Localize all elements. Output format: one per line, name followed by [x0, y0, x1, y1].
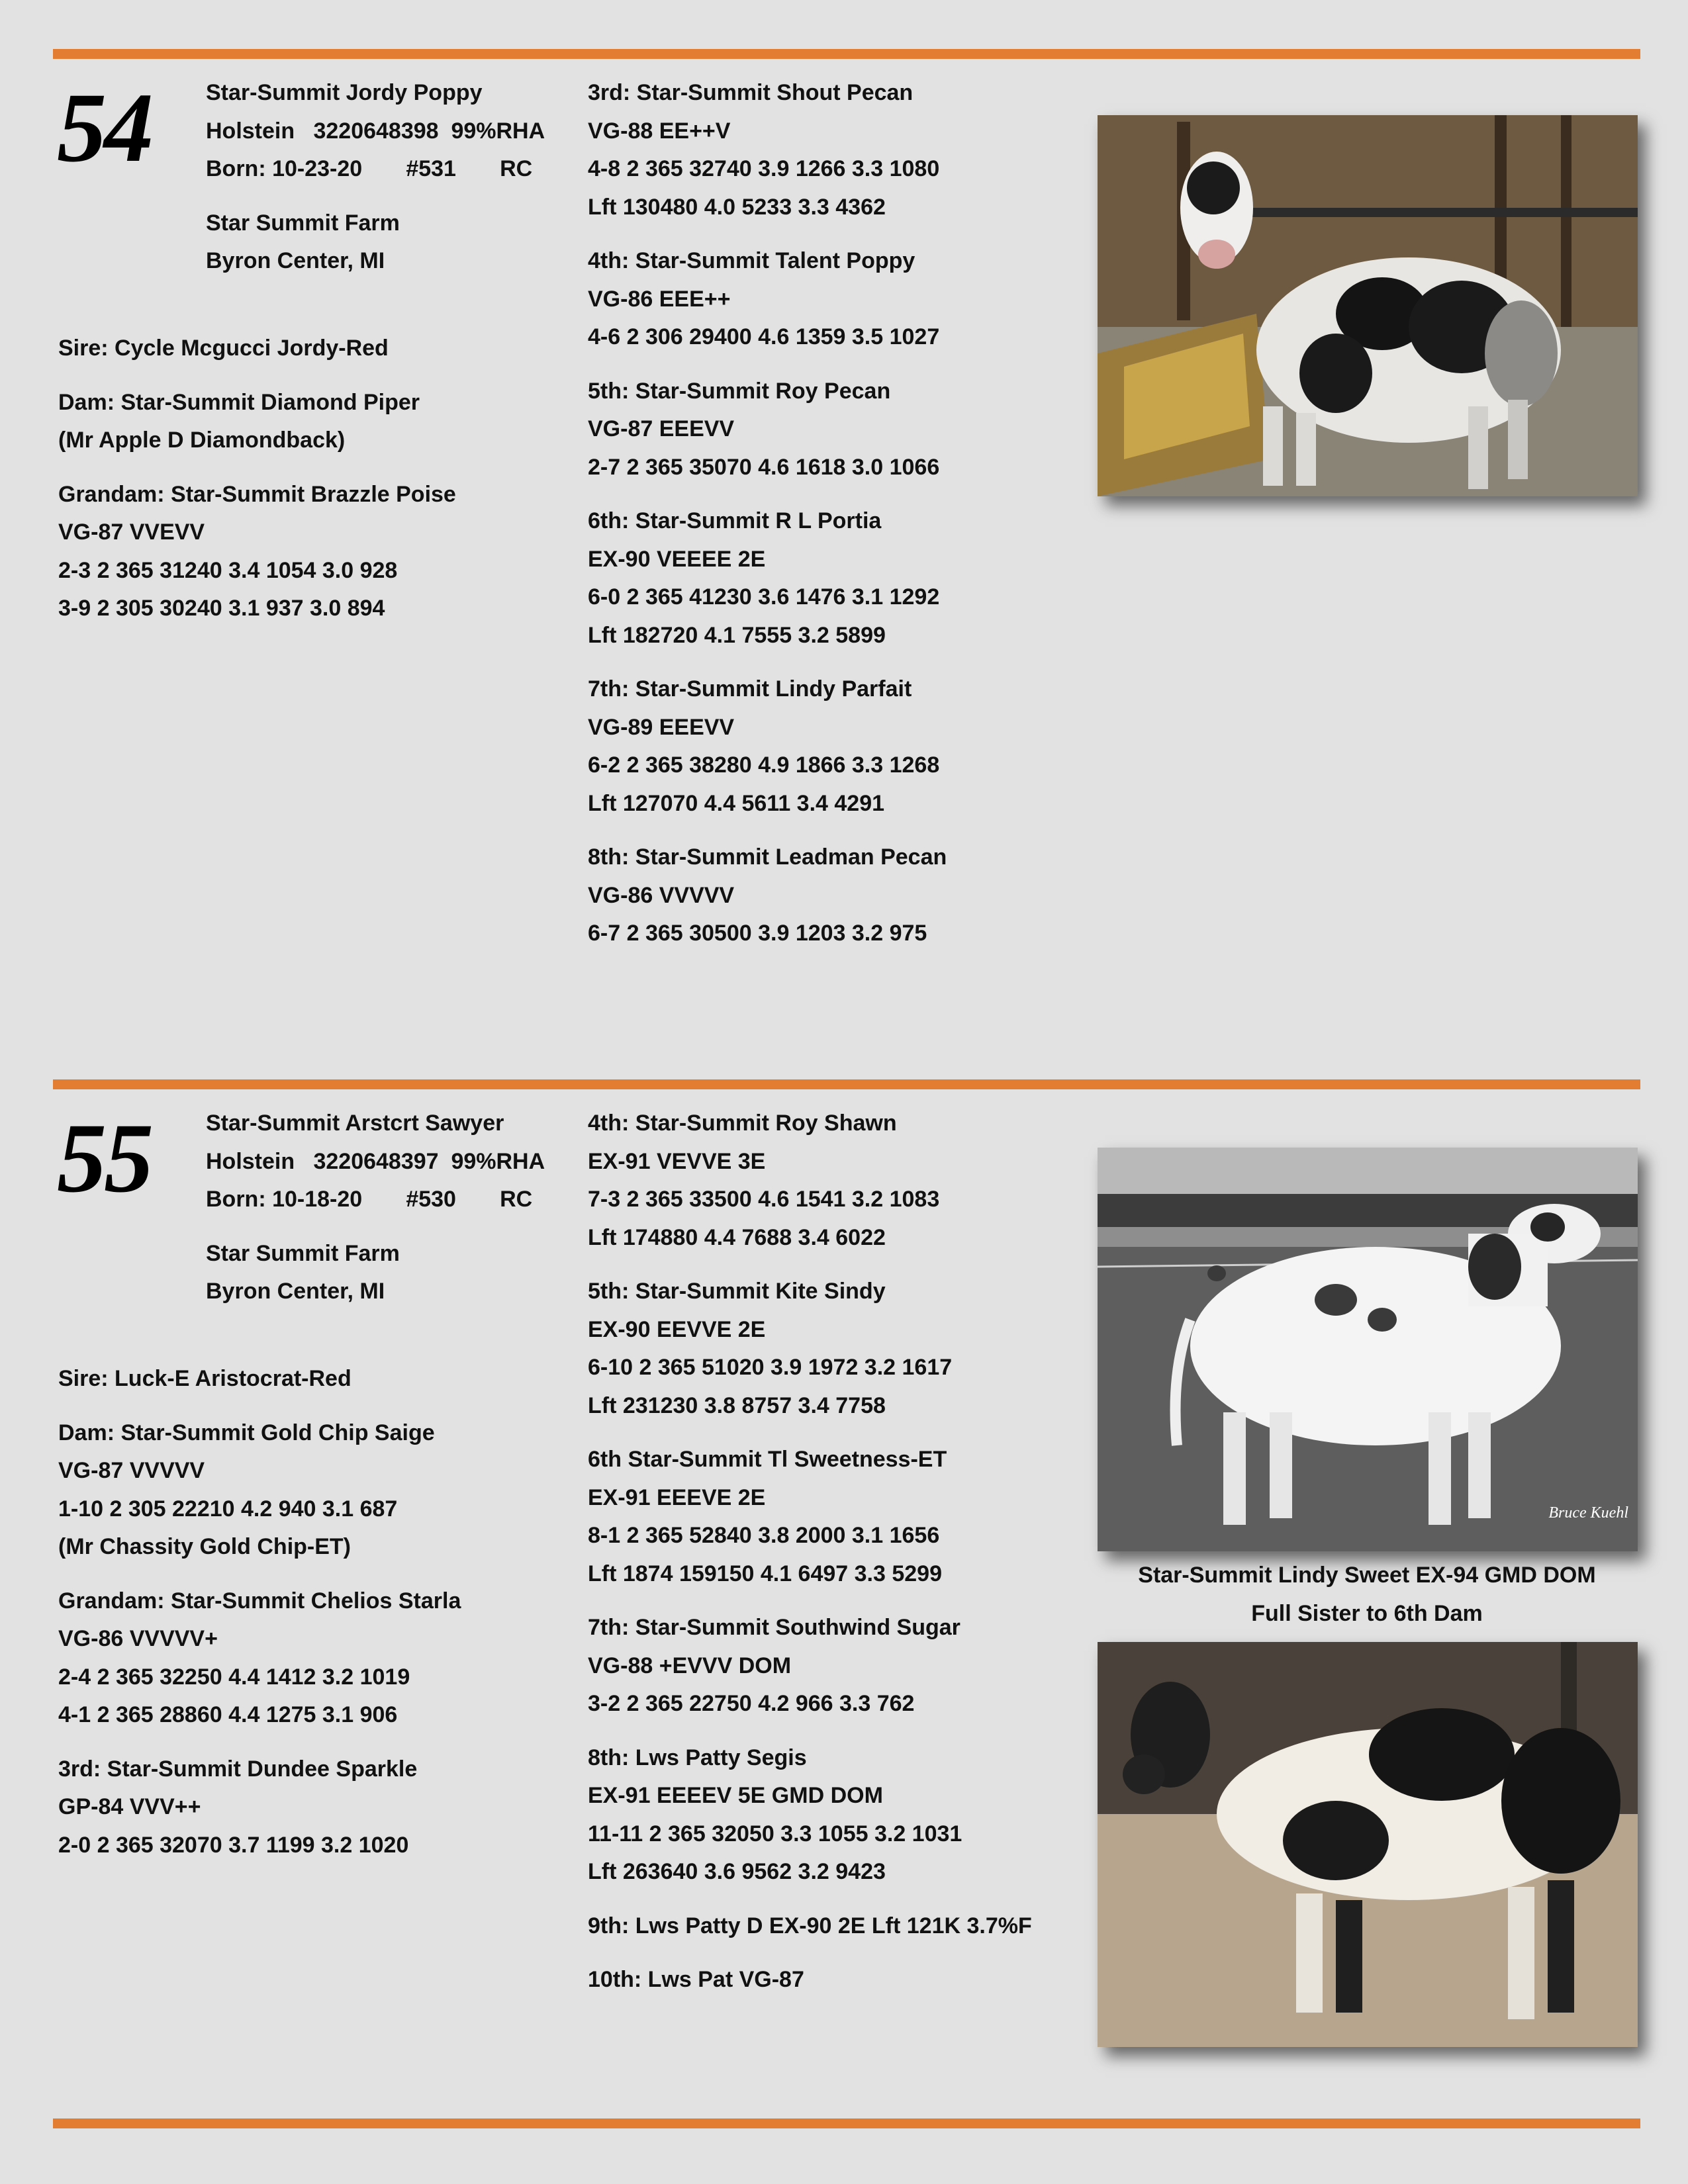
dam-9th-line: 9th: Lws Patty D EX-90 2E Lft 121K 3.7%F — [588, 1913, 1032, 1938]
cow-photo — [1098, 1148, 1638, 1551]
heifer-photo-illustration — [1098, 1642, 1638, 2047]
dam-4th-lifetime: Lft 174880 4.4 7688 3.4 6022 — [588, 1224, 886, 1250]
dam-sire-line: (Mr Chassity Gold Chip-ET) — [58, 1534, 351, 1559]
grandam-record: 4-1 2 365 28860 4.4 1275 3.1 906 — [58, 1702, 398, 1727]
heifer-photo-illustration — [1098, 115, 1638, 496]
dam-4th-classification: EX-91 VEVVE 3E — [588, 1148, 766, 1174]
dam-6th-record: 6-0 2 365 41230 3.6 1476 3.1 1292 — [588, 584, 940, 610]
dam-6th-lifetime: Lft 1874 159150 4.1 6497 3.3 5299 — [588, 1561, 942, 1586]
dam-line: Dam: Star-Summit Gold Chip Saige — [58, 1420, 435, 1445]
dam-5th-name: 5th: Star-Summit Kite Sindy — [588, 1279, 886, 1304]
dam-6th-record: 8-1 2 365 52840 3.8 2000 3.1 1656 — [588, 1523, 940, 1548]
breed-registration: Holstein 3220648397 99%RHA — [206, 1148, 545, 1174]
pedigree-left — [58, 330, 456, 628]
pedigree-right — [588, 1105, 1032, 1999]
cow-photo-illustration — [1098, 1148, 1638, 1551]
grandam-record: 2-3 2 365 31240 3.4 1054 3.0 928 — [58, 557, 398, 583]
dam-5th-classification: VG-87 EEEVV — [588, 416, 735, 441]
dam-6th-classification: EX-90 VEEEE 2E — [588, 546, 766, 572]
dam-7th-classification: VG-88 +EVVV DOM — [588, 1653, 792, 1678]
dam-classification: VG-87 VVVVV — [58, 1458, 205, 1483]
dam-8th-record: 11-11 2 365 32050 3.3 1055 3.2 1031 — [588, 1821, 962, 1846]
dam-7th-name: 7th: Star-Summit Lindy Parfait — [588, 676, 912, 702]
sire-line: Sire: Cycle Mcgucci Jordy-Red — [58, 336, 389, 361]
dam-6th-classification: EX-91 EEEVE 2E — [588, 1484, 766, 1510]
grandam-record: 3-9 2 305 30240 3.1 937 3.0 894 — [58, 596, 385, 621]
lot-number: 54 — [57, 73, 151, 183]
dam-5th-record: 2-7 2 365 35070 4.6 1618 3.0 1066 — [588, 454, 940, 480]
dam-3rd-name: 3rd: Star-Summit Dundee Sparkle — [58, 1756, 418, 1782]
dam-sire-line: (Mr Apple D Diamondback) — [58, 428, 346, 453]
lot-number: 55 — [57, 1103, 151, 1213]
divider-rule — [53, 49, 1640, 59]
photographer-credit: Bruce Kuehl — [1548, 1504, 1628, 1522]
dam-3rd-record: 4-8 2 365 32740 3.9 1266 3.3 1080 — [588, 156, 940, 181]
dam-5th-classification: EX-90 EEVVE 2E — [588, 1316, 766, 1342]
animal-name: Star-Summit Jordy Poppy — [206, 80, 483, 105]
dam-4th-record: 4-6 2 306 29400 4.6 1359 3.5 1027 — [588, 324, 940, 349]
dam-7th-record: 6-2 2 365 38280 4.9 1866 3.3 1268 — [588, 752, 940, 778]
dam-6th-name: 6th Star-Summit Tl Sweetness-ET — [588, 1447, 947, 1472]
photo-caption-line: Full Sister to 6th Dam — [1251, 1600, 1483, 1626]
consignor-farm: Star Summit Farm — [206, 1240, 400, 1266]
divider-rule — [53, 1079, 1640, 1089]
dam-4th-name: 4th: Star-Summit Roy Shawn — [588, 1111, 897, 1136]
grandam-record: 2-4 2 365 32250 4.4 1412 3.2 1019 — [58, 1664, 410, 1690]
animal-name: Star-Summit Arstcrt Sawyer — [206, 1111, 504, 1136]
lot-header — [206, 1105, 545, 1311]
dam-8th-name: 8th: Star-Summit Leadman Pecan — [588, 844, 947, 870]
dam-7th-classification: VG-89 EEEVV — [588, 714, 735, 740]
heifer-photo — [1098, 115, 1638, 496]
sire-line: Sire: Luck-E Aristocrat-Red — [58, 1366, 352, 1391]
dam-5th-lifetime: Lft 231230 3.8 8757 3.4 7758 — [588, 1392, 886, 1418]
dam-7th-lifetime: Lft 127070 4.4 5611 3.4 4291 — [588, 790, 885, 816]
pedigree-right — [588, 74, 947, 953]
consignor-farm: Star Summit Farm — [206, 210, 400, 236]
divider-rule — [53, 2118, 1640, 2128]
dam-7th-name: 7th: Star-Summit Southwind Sugar — [588, 1615, 961, 1640]
dam-3rd-classification: GP-84 VVV++ — [58, 1794, 201, 1819]
dam-record: 1-10 2 305 22210 4.2 940 3.1 687 — [58, 1496, 398, 1522]
consignor-location: Byron Center, MI — [206, 248, 385, 273]
grandam-classification: VG-86 VVVVV+ — [58, 1626, 218, 1651]
dam-3rd-lifetime: Lft 130480 4.0 5233 3.3 4362 — [588, 194, 886, 220]
dam-10th-line: 10th: Lws Pat VG-87 — [588, 1967, 804, 1992]
breed-registration: Holstein 3220648398 99%RHA — [206, 118, 545, 144]
consignor-location: Byron Center, MI — [206, 1279, 385, 1304]
grandam-line: Grandam: Star-Summit Chelios Starla — [58, 1588, 461, 1614]
dam-7th-record: 3-2 2 365 22750 4.2 966 3.3 762 — [588, 1691, 915, 1716]
dam-6th-lifetime: Lft 182720 4.1 7555 3.2 5899 — [588, 622, 886, 648]
dam-4th-classification: VG-86 EEE++ — [588, 286, 731, 312]
dam-8th-classification: VG-86 VVVVV — [588, 882, 735, 908]
grandam-classification: VG-87 VVEVV — [58, 520, 205, 545]
dam-8th-name: 8th: Lws Patty Segis — [588, 1745, 807, 1770]
dam-3rd-classification: VG-88 EE++V — [588, 118, 731, 144]
grandam-line: Grandam: Star-Summit Brazzle Poise — [58, 481, 456, 507]
dam-3rd-name: 3rd: Star-Summit Shout Pecan — [588, 80, 914, 105]
heifer-photo — [1098, 1642, 1638, 2047]
dam-8th-record: 6-7 2 365 30500 3.9 1203 3.2 975 — [588, 921, 927, 946]
dam-6th-name: 6th: Star-Summit R L Portia — [588, 508, 882, 533]
pedigree-left — [58, 1360, 461, 1864]
dam-8th-lifetime: Lft 263640 3.6 9562 3.2 9423 — [588, 1859, 886, 1884]
dam-3rd-record: 2-0 2 365 32070 3.7 1199 3.2 1020 — [58, 1832, 409, 1858]
dam-line: Dam: Star-Summit Diamond Piper — [58, 389, 420, 415]
dam-4th-name: 4th: Star-Summit Talent Poppy — [588, 248, 915, 273]
dam-4th-record: 7-3 2 365 33500 4.6 1541 3.2 1083 — [588, 1187, 940, 1212]
lot-header — [206, 74, 545, 281]
photo-caption — [1096, 1557, 1638, 1633]
dam-8th-classification: EX-91 EEEEV 5E GMD DOM — [588, 1783, 883, 1808]
birth-date: Born: 10-18-20 #530 RC — [206, 1187, 533, 1212]
dam-5th-name: 5th: Star-Summit Roy Pecan — [588, 378, 891, 404]
dam-5th-record: 6-10 2 365 51020 3.9 1972 3.2 1617 — [588, 1355, 953, 1380]
photo-caption-line: Star-Summit Lindy Sweet EX-94 GMD DOM — [1138, 1563, 1596, 1588]
birth-date: Born: 10-23-20 #531 RC — [206, 156, 533, 181]
